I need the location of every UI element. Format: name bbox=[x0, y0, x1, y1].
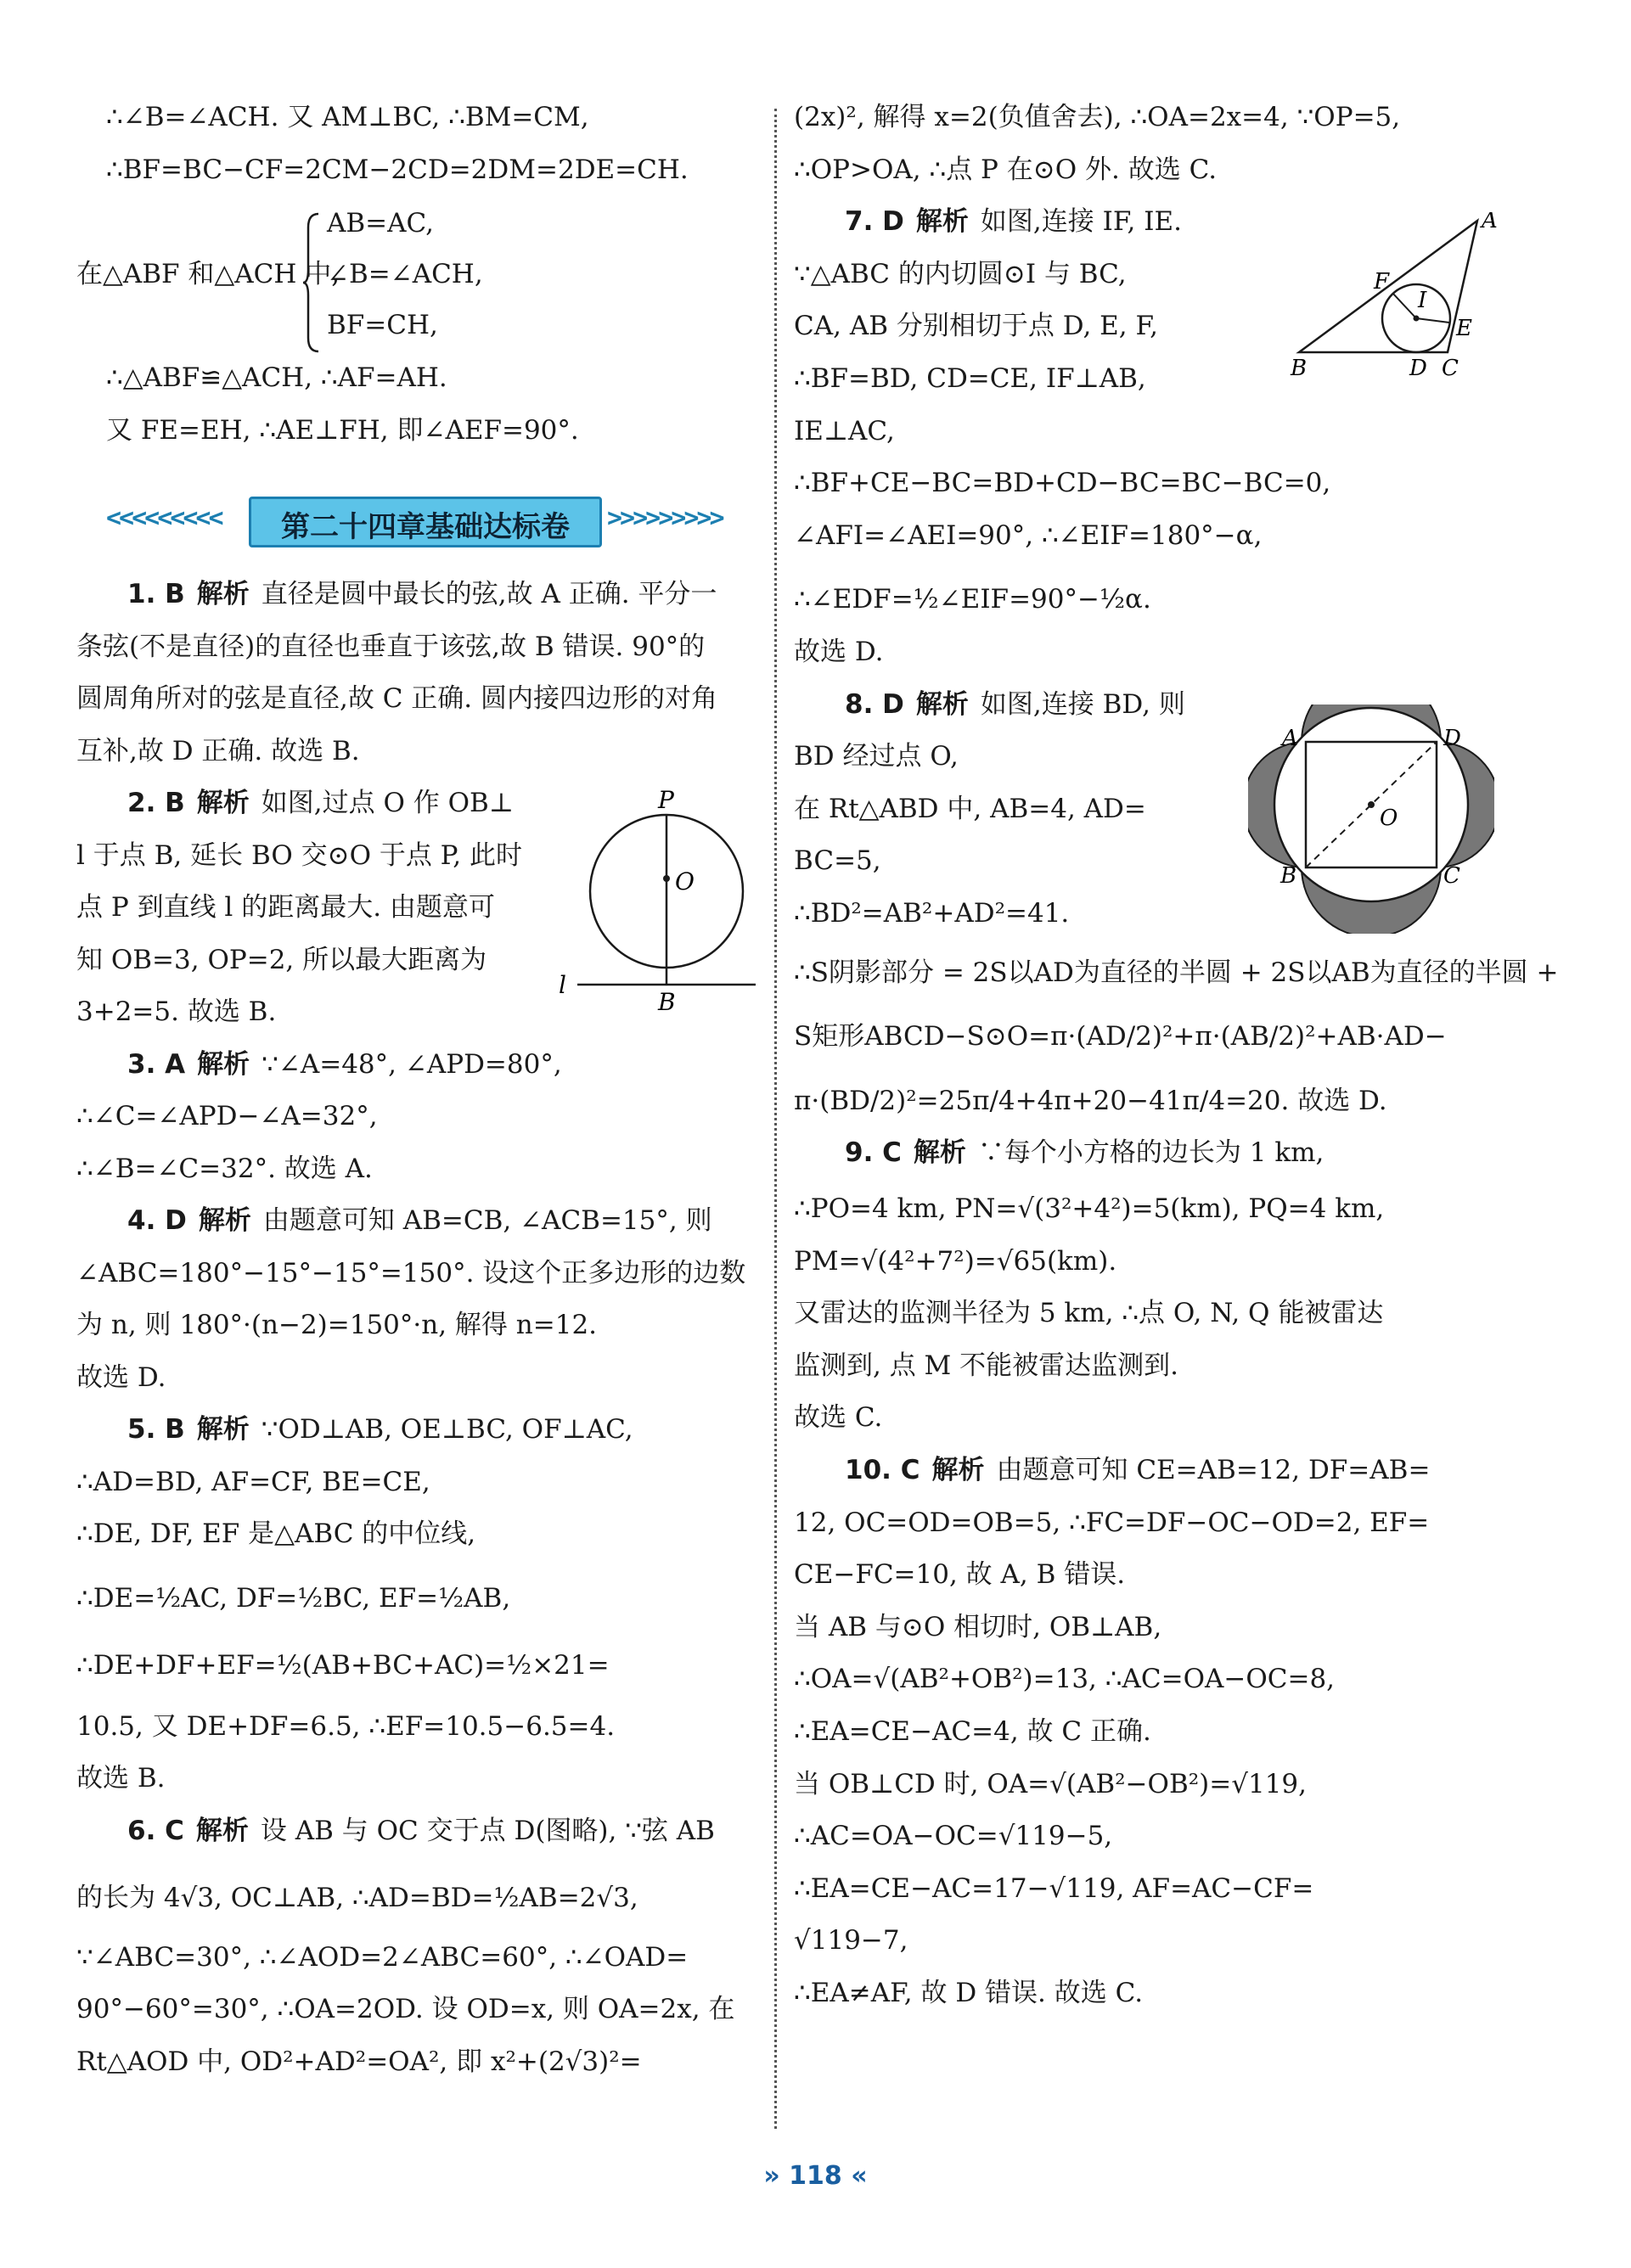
line-text: ∴BF=BD, CD=CE, IF⊥AB, bbox=[794, 363, 1146, 394]
line-text: ∴BF+CE−BC=BD+CD−BC=BC−BC=0, bbox=[794, 468, 1331, 499]
line-text: ∴AD=BD, AF=CF, BE=CE, bbox=[76, 1466, 430, 1497]
text-line: ∴∠B=∠ACH. 又 AM⊥BC, ∴BM=CM, bbox=[106, 102, 589, 132]
text-line bbox=[76, 1881, 638, 1915]
figure-q7 bbox=[1282, 212, 1503, 382]
answer-number: 10. C bbox=[845, 1455, 920, 1485]
answer-number: 8. D bbox=[845, 688, 904, 720]
answer-number: 3. A bbox=[127, 1048, 186, 1080]
answer-number: 9. C bbox=[845, 1137, 902, 1169]
text-line bbox=[76, 1308, 597, 1342]
answer-number: 4. D bbox=[127, 1205, 187, 1236]
line-text: ∴OA=√(AB²+OB²)=13, ∴AC=OA−OC=8, bbox=[794, 1664, 1336, 1695]
text-line: 在△ABF 和△ACH 中, bbox=[76, 259, 340, 289]
label-b: B bbox=[658, 988, 676, 1010]
answer-item bbox=[845, 1453, 1430, 1487]
label-o: O bbox=[1380, 806, 1398, 831]
answer-item bbox=[127, 1814, 715, 1848]
brace-icon bbox=[301, 211, 322, 355]
column-divider bbox=[774, 109, 777, 2129]
analysis-tag: 解析 bbox=[913, 1137, 966, 1169]
chevron-left-icon: <<<<<<<<< bbox=[106, 503, 222, 533]
answer-number: 6. C bbox=[127, 1815, 184, 1846]
banner-box bbox=[249, 497, 602, 547]
line-text: 的长为 4√3, OC⊥AB, ∴AD=BD=½AB=2√3, bbox=[76, 1883, 638, 1913]
answer-number: 7. D bbox=[845, 206, 904, 238]
text-line bbox=[794, 956, 1558, 990]
line-text: 又雷达的监测半径为 5 km, ∴点 O, N, Q 能被雷达 bbox=[794, 1298, 1384, 1329]
text-line bbox=[794, 1715, 1151, 1749]
line-text: 12, OC=OD=OB=5, ∴FC=DF−OC−OD=2, EF= bbox=[794, 1507, 1430, 1538]
line-text: 10.5, 又 DE+DF=6.5, ∴EF=10.5−6.5=4. bbox=[76, 1710, 616, 1742]
analysis-tag: 解析 bbox=[915, 206, 969, 238]
answer-number: 5. B bbox=[127, 1414, 185, 1445]
line-text: 当 AB 与⊙O 相切时, OB⊥AB, bbox=[794, 1611, 1162, 1642]
label-o: O bbox=[675, 867, 695, 895]
line-text: ∵∠A=48°, ∠APD=80°, bbox=[262, 1048, 562, 1080]
label-i: I bbox=[1418, 288, 1427, 313]
text-line bbox=[794, 1192, 1384, 1226]
text-line bbox=[76, 1992, 734, 2026]
text-line: ∴△ABF≌△ACH, ∴AF=AH. bbox=[106, 362, 447, 393]
section-title: 第二十四章基础达标卷 bbox=[281, 510, 570, 544]
line-text: ∴DE+DF+EF=½(AB+BC+AC)=½×21= bbox=[76, 1650, 610, 1681]
line-text: BC=5, bbox=[794, 845, 881, 877]
text-line bbox=[76, 1099, 378, 1133]
answer-item bbox=[127, 1047, 562, 1081]
text-line bbox=[794, 100, 1400, 134]
line-text: ∴BD²=AB²+AD²=41. bbox=[794, 898, 1070, 929]
text-line bbox=[76, 2045, 642, 2079]
text-line bbox=[76, 890, 495, 924]
answer-item bbox=[845, 1136, 1324, 1170]
line-text: CA, AB 分别相切于点 D, E, F, bbox=[794, 311, 1159, 342]
text-line bbox=[794, 309, 1158, 343]
text-line bbox=[76, 1256, 745, 1290]
text-line bbox=[76, 1465, 430, 1499]
text-line bbox=[794, 1872, 1313, 1906]
text-line bbox=[794, 1401, 882, 1434]
label-b: B bbox=[1291, 356, 1308, 381]
text-line: BF=CH, bbox=[327, 310, 438, 340]
text-line bbox=[794, 1662, 1335, 1696]
line-text: ∠ABC=180°−15°−15°=150°. 设这个正多边形的边数 bbox=[76, 1257, 746, 1288]
line-text: S矩形ABCD−S⊙O=π·(AD/2)²+π·(AB/2)²+AB·AD− bbox=[794, 1021, 1447, 1053]
answer-item bbox=[845, 688, 1185, 721]
line-text: 监测到, 点 M 不能被雷达监测到. bbox=[794, 1350, 1179, 1381]
text-line bbox=[76, 734, 360, 768]
line-text: ∴AC=OA−OC=√119−5, bbox=[794, 1821, 1113, 1852]
analysis-tag: 解析 bbox=[915, 688, 969, 720]
analysis-tag: 解析 bbox=[198, 1205, 251, 1236]
answer-item bbox=[127, 1204, 712, 1238]
text-line bbox=[794, 635, 883, 669]
text-line bbox=[794, 1296, 1383, 1330]
text-line bbox=[794, 466, 1330, 500]
answer-item bbox=[127, 577, 717, 611]
label-b: B bbox=[1280, 863, 1297, 889]
text-line bbox=[76, 1152, 373, 1186]
line-text: ∴∠B=∠C=32°. 故选 A. bbox=[76, 1153, 373, 1184]
label-c: C bbox=[1442, 356, 1459, 381]
text-line: AB=AC, bbox=[327, 208, 434, 239]
line-text: ∵△ABC 的内切圆⊙I 与 BC, bbox=[794, 258, 1127, 289]
label-p: P bbox=[658, 789, 674, 814]
line-text: CE−FC=10, 故 A, B 错误. bbox=[794, 1559, 1126, 1591]
text-line bbox=[794, 792, 1146, 826]
text-line bbox=[794, 1819, 1112, 1853]
text-line bbox=[794, 1610, 1161, 1644]
line-text: IE⊥AC, bbox=[794, 415, 895, 446]
line-text: (2x)², 解得 x=2(负值舍去), ∴OA=2x=4, ∵OP=5, bbox=[794, 102, 1401, 132]
label-a: A bbox=[1282, 726, 1298, 751]
analysis-tag: 解析 bbox=[931, 1455, 985, 1485]
answer-item bbox=[127, 786, 514, 820]
text-line bbox=[76, 943, 486, 977]
line-text: ∠AFI=∠AEI=90°, ∴∠EIF=180°−α, bbox=[794, 519, 1263, 551]
label-a: A bbox=[1482, 212, 1498, 233]
line-text: 故选 B. bbox=[76, 1763, 166, 1794]
label-d: D bbox=[1409, 356, 1427, 381]
line-text: 直径是圆中最长的弦,故 A 正确. 平分一 bbox=[261, 579, 717, 609]
line-text: ∵∠ABC=30°, ∴∠AOD=2∠ABC=60°, ∴∠OAD= bbox=[76, 1941, 689, 1973]
line-text: 互补,故 D 正确. 故选 B. bbox=[76, 735, 360, 766]
line-text: ∴DE, DF, EF 是△ABC 的中位线, bbox=[76, 1519, 476, 1549]
analysis-tag: 解析 bbox=[196, 788, 250, 818]
text-line bbox=[794, 1506, 1429, 1540]
line-text: ∴S阴影部分 = 2S以AD为直径的半圆 + 2S以AB为直径的半圆 + bbox=[794, 957, 1559, 988]
line-text: ∴EA=CE−AC=17−√119, AF=AC−CF= bbox=[794, 1872, 1314, 1904]
text-line bbox=[794, 582, 1151, 616]
figure-q8 bbox=[1248, 705, 1494, 934]
section-banner bbox=[106, 497, 739, 544]
line-text: 点 P 到直线 l 的距离最大. 由题意可 bbox=[76, 892, 495, 923]
text-line bbox=[76, 1709, 615, 1743]
text-line bbox=[794, 1767, 1307, 1801]
text-line bbox=[794, 739, 959, 773]
answer-number: 1. B bbox=[127, 579, 185, 609]
text-line bbox=[76, 1940, 688, 1974]
figure-q2 bbox=[552, 789, 773, 1010]
line-text: ∴EA≠AF, 故 D 错误. 故选 C. bbox=[794, 1978, 1144, 2008]
line-text: 故选 D. bbox=[76, 1361, 166, 1393]
chevron-right-icon: >>>>>>>>> bbox=[607, 503, 723, 533]
line-text: ∴OP>OA, ∴点 P 在⊙O 外. 故选 C. bbox=[794, 154, 1218, 185]
analysis-tag: 解析 bbox=[196, 579, 250, 609]
text-line bbox=[76, 995, 276, 1029]
text-line bbox=[794, 844, 881, 878]
line-text: ∴EA=CE−AC=4, 故 C 正确. bbox=[794, 1716, 1151, 1747]
text-line bbox=[76, 1648, 610, 1682]
label-l: l bbox=[559, 971, 566, 999]
line-text: 在 Rt△ABD 中, AB=4, AD= bbox=[794, 793, 1146, 824]
text-line bbox=[794, 1558, 1125, 1592]
text-line bbox=[794, 1923, 908, 1957]
text-line bbox=[76, 1761, 166, 1795]
line-text: BD 经过点 O, bbox=[794, 741, 959, 772]
line-text: 3+2=5. 故选 B. bbox=[76, 996, 277, 1027]
analysis-tag: 解析 bbox=[195, 1815, 249, 1846]
answer-item bbox=[845, 205, 1182, 239]
label-e: E bbox=[1456, 316, 1472, 341]
text-line bbox=[794, 257, 1127, 291]
line-text: Rt△AOD 中, OD²+AD²=OA², 即 x²+(2√3)²= bbox=[76, 2046, 642, 2077]
label-d: D bbox=[1443, 726, 1461, 751]
line-text: 由题意可知 AB=CB, ∠ACB=15°, 则 bbox=[262, 1205, 712, 1236]
line-text: 知 OB=3, OP=2, 所以最大距离为 bbox=[76, 944, 487, 975]
text-line bbox=[76, 682, 717, 716]
line-text: 如图,连接 IF, IE. bbox=[980, 206, 1182, 238]
line-text: ∴PO=4 km, PN=√(3²+4²)=5(km), PQ=4 km, bbox=[794, 1193, 1385, 1224]
line-text: 圆周角所对的弦是直径,故 C 正确. 圆内接四边形的对角 bbox=[76, 683, 717, 714]
line-text: 由题意可知 CE=AB=12, DF=AB= bbox=[996, 1455, 1431, 1485]
line-text: 如图,连接 BD, 则 bbox=[980, 688, 1185, 720]
line-text: 条弦(不是直径)的直径也垂直于该弦,故 B 错误. 90°的 bbox=[76, 631, 706, 662]
line-text: 故选 C. bbox=[794, 1402, 883, 1434]
text-line bbox=[76, 839, 522, 873]
text-line bbox=[794, 519, 1262, 553]
text-line bbox=[794, 414, 895, 448]
text-line: ∠B=∠ACH, bbox=[327, 259, 483, 289]
text-line bbox=[76, 1581, 510, 1615]
line-text: 为 n, 则 180°·(n−2)=150°·n, 解得 n=12. bbox=[76, 1310, 598, 1340]
text-line bbox=[76, 630, 705, 664]
text-line: ∴BF=BC−CF=2CM−2CD=2DM=2DE=CH. bbox=[106, 154, 689, 185]
line-text: 90°−60°=30°, ∴OA=2OD. 设 OD=x, 则 OA=2x, 在 bbox=[76, 1994, 735, 2024]
text-line bbox=[794, 1244, 1116, 1278]
line-text: ∴∠C=∠APD−∠A=32°, bbox=[76, 1101, 378, 1131]
line-text: PM=√(4²+7²)=√65(km). bbox=[794, 1245, 1117, 1277]
answer-number: 2. B bbox=[127, 788, 185, 818]
line-text: √119−7, bbox=[794, 1925, 908, 1956]
line-text: ∵OD⊥AB, OE⊥BC, OF⊥AC, bbox=[261, 1414, 633, 1445]
point-o bbox=[663, 875, 670, 882]
text-line: 又 FE=EH, ∴AE⊥FH, 即∠AEF=90°. bbox=[106, 415, 579, 446]
text-line bbox=[76, 1361, 166, 1395]
text-line bbox=[794, 153, 1217, 187]
line-text: ∵每个小方格的边长为 1 km, bbox=[977, 1137, 1324, 1169]
text-line bbox=[76, 1517, 475, 1551]
text-line bbox=[794, 1084, 1387, 1118]
text-line bbox=[794, 1349, 1178, 1383]
analysis-tag: 解析 bbox=[196, 1414, 250, 1445]
text-line bbox=[794, 1019, 1447, 1053]
text-line bbox=[794, 896, 1069, 930]
label-f: F bbox=[1374, 269, 1390, 295]
page-number: » 118 « bbox=[763, 2161, 868, 2191]
analysis-tag: 解析 bbox=[197, 1048, 250, 1080]
text-line bbox=[794, 1976, 1143, 2010]
text-line bbox=[794, 362, 1146, 396]
line-text: 设 AB 与 OC 交于点 D(图略), ∵弦 AB bbox=[260, 1815, 715, 1846]
line-text: 当 OB⊥CD 时, OA=√(AB²−OB²)=√119, bbox=[794, 1768, 1308, 1799]
line-text: 如图,过点 O 作 OB⊥ bbox=[261, 788, 514, 818]
answer-item bbox=[127, 1412, 633, 1446]
line-text: ∴∠EDF=½∠EIF=90°−½α. bbox=[794, 584, 1151, 615]
label-c: C bbox=[1443, 863, 1460, 889]
line-text: l 于点 B, 延长 BO 交⊙O 于点 P, 此时 bbox=[76, 839, 522, 871]
line-text: π·(BD/2)²=25π/4+4π+20−41π/4=20. 故选 D. bbox=[794, 1085, 1387, 1116]
line-text: 故选 D. bbox=[794, 637, 884, 667]
line-text: ∴DE=½AC, DF=½BC, EF=½AB, bbox=[76, 1582, 511, 1614]
